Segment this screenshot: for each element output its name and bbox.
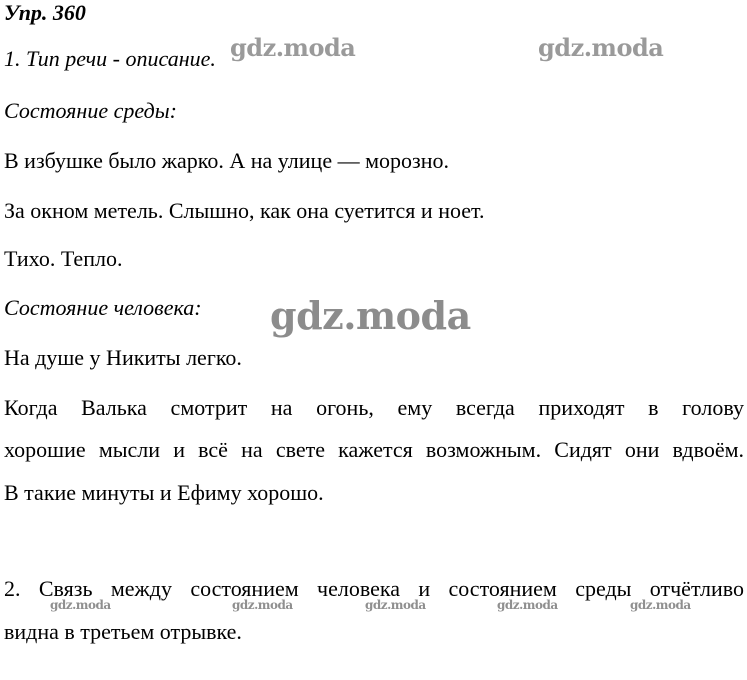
text-line: В такие минуты и Ефиму хорошо. bbox=[4, 480, 324, 505]
watermark: gdz.moda bbox=[538, 33, 664, 62]
conclusion-line: 2. Связь между состоянием человека и состоянием среды отчётливо bbox=[4, 576, 744, 601]
person-heading: Состояние человека: bbox=[4, 295, 202, 320]
environment-heading: Состояние среды: bbox=[4, 98, 177, 123]
watermark: gdz.moda bbox=[232, 598, 293, 612]
text-line: На душе у Никиты легко. bbox=[4, 345, 242, 370]
text-line: Когда Валька смотрит на огонь, ему всегда приходят в голову bbox=[4, 395, 744, 420]
text-line: За окном метель. Слышно, как она суетится и ноет. bbox=[4, 198, 485, 223]
speech-type-line: 1. Тип речи - описание. bbox=[4, 46, 216, 71]
conclusion-line: видна в третьем отрывке. bbox=[4, 619, 242, 644]
exercise-title: Упр. 360 bbox=[4, 0, 86, 25]
watermark: gdz.moda bbox=[365, 598, 426, 612]
watermark: gdz.moda bbox=[630, 598, 691, 612]
text-line: В избушке было жарко. А на улице — морозно. bbox=[4, 148, 449, 173]
text-line: хорошие мысли и всё на свете кажется возможным. Сидят они вдвоём. bbox=[4, 437, 744, 462]
text-line: Тихо. Тепло. bbox=[4, 246, 123, 271]
watermark: gdz.moda bbox=[230, 33, 356, 62]
watermark: gdz.moda bbox=[270, 293, 471, 338]
watermark: gdz.moda bbox=[497, 598, 558, 612]
watermark: gdz.moda bbox=[50, 598, 111, 612]
